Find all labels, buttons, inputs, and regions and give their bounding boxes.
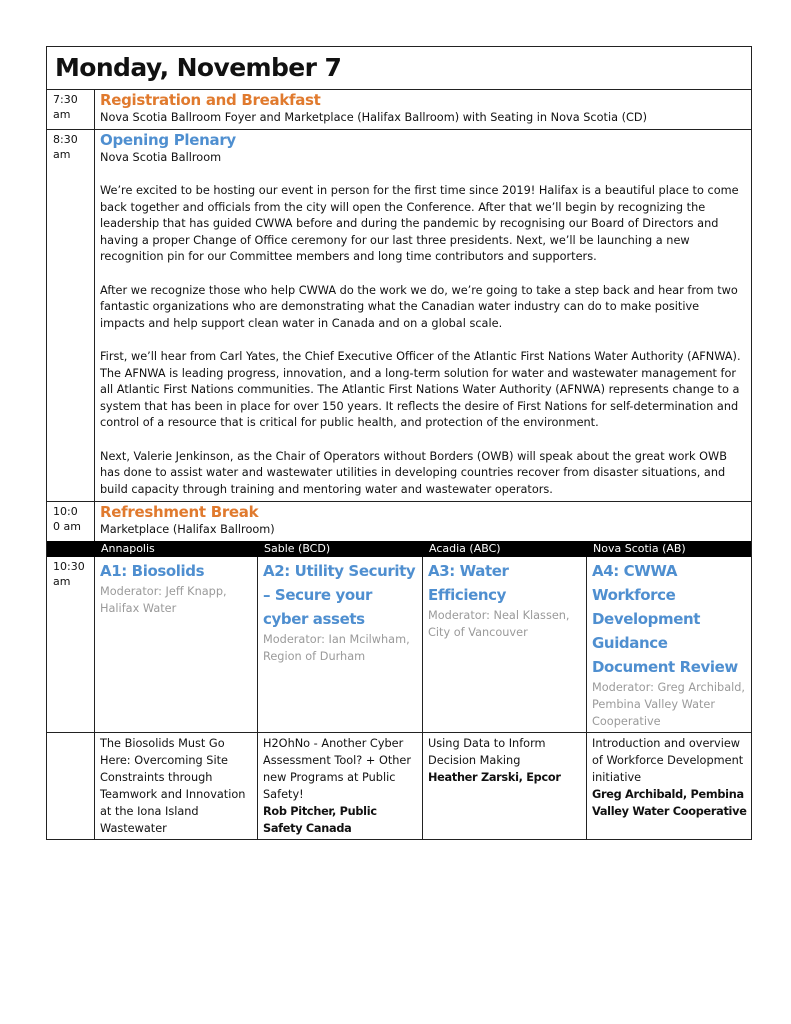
plenary-paragraph: First, we’ll hear from Carl Yates, the Chief Executive Officer of the Atlantic First Nations Water Authority (AFNWA). The AFNWA is leading progress, innovation, and a long-term solution for water and wastewater management for all Atlantic First Nations communities. The Atlantic First Nations Water Authority (AFNWA) represents change to a system that has been in place for over 150 years. It reflects the desire of First Nations for self-determination and control of a resource that is critical for public health, and protection of the environment. [100, 350, 741, 429]
break-body [95, 502, 751, 541]
plenary-paragraph: We’re excited to be hosting our event in person for the first time since 2019! Halifax is a beautiful place to come back together and officials from the city will open the Conference. After that we’ll begin by recognizing the leadership that has guided CWWA before and during the pandemic by recognising our Board of Directors and having a proper Change of Office ceremony for our last three presidents. Next, we’ll be launching a new recognition pin for our Committee members and long time contributors and supporters. [100, 184, 739, 263]
session-title: A3: Water Efficiency [428, 562, 509, 604]
talk-a4 [587, 733, 751, 839]
session-a2 [258, 557, 423, 732]
time-cell: 10:30 am [47, 557, 95, 732]
session-title: A4: CWWA Workforce Development Guidance Document Review [592, 562, 738, 676]
title-row [47, 47, 751, 90]
plenary-location: Nova Scotia Ballroom [100, 151, 222, 164]
talk-speaker: Rob Pitcher, Public Safety Canada [263, 805, 377, 835]
time-cell: 8:30 am [47, 130, 95, 501]
session-moderator: Moderator: Jeff Knapp, Halifax Water [100, 585, 227, 615]
room-header-bar [47, 541, 751, 557]
sessions-header-row [47, 557, 751, 733]
page-title: Monday, November 7 [55, 53, 342, 82]
talk-a1 [95, 733, 258, 839]
plenary-paragraph: Next, Valerie Jenkinson, as the Chair of Operators without Borders (OWB) will speak about the great work OWB has done to assist water and wastewater utilities in developing countries recover from disaster situations, and build capacity through training and mentoring water and wastewater operators. [100, 449, 727, 496]
session-a1 [95, 557, 258, 732]
registration-location: Nova Scotia Ballroom Foyer and Marketplace (Halifax Ballroom) with Seating in Nova Scotia (CD) [100, 111, 648, 124]
talk-title: Introduction and overview of Workforce Development initiative [592, 737, 744, 784]
time-cell-empty [47, 733, 95, 839]
plenary-row [47, 130, 751, 502]
registration-body [95, 90, 751, 129]
break-heading: Refreshment Break [100, 503, 259, 521]
plenary-heading: Opening Plenary [100, 131, 236, 149]
plenary-body [95, 130, 751, 501]
session-moderator: Moderator: Neal Klassen, City of Vancouver [428, 609, 570, 639]
talk-title: H2OhNo - Another Cyber Assessment Tool? + Other new Programs at Public Safety! [263, 737, 412, 801]
talk-title: The Biosolids Must Go Here: Overcoming Site Constraints through Teamwork and Innovation at the Iona Island Wastewater [100, 737, 246, 835]
talk-a2 [258, 733, 423, 839]
room-annapolis: Annapolis [101, 542, 155, 555]
schedule-table [46, 46, 752, 840]
talk-speaker: Heather Zarski, Epcor [428, 771, 561, 784]
room-sable: Sable (BCD) [264, 542, 331, 555]
room-acadia: Acadia (ABC) [429, 542, 501, 555]
talk-title: Using Data to Inform Decision Making [428, 737, 546, 767]
break-row [47, 502, 751, 541]
time-cell: 10:0 0 am [47, 502, 95, 541]
session-title: A1: Biosolids [100, 562, 205, 580]
plenary-paragraph: After we recognize those who help CWWA do the work we do, we’re going to take a step back and hear from two fantastic organizations who are demonstrating what the Canadian water industry can do to make positive impacts and help support clean water in Canada and on a global scale. [100, 283, 738, 330]
room-header-spacer [47, 541, 95, 557]
session-title: A2: Utility Security – Secure your cyber assets [263, 562, 416, 628]
time-cell: 7:30 am [47, 90, 95, 129]
talks-row [47, 733, 751, 839]
registration-row [47, 90, 751, 130]
talk-a3 [423, 733, 587, 839]
registration-heading: Registration and Breakfast [100, 91, 321, 109]
break-location: Marketplace (Halifax Ballroom) [100, 523, 275, 536]
room-nova-scotia: Nova Scotia (AB) [593, 542, 686, 555]
talk-speaker: Greg Archibald, Pembina Valley Water Cooperative [592, 788, 747, 818]
session-a3 [423, 557, 587, 732]
session-a4 [587, 557, 751, 732]
session-moderator: Moderator: Greg Archibald, Pembina Valley Water Cooperative [592, 681, 746, 728]
session-moderator: Moderator: Ian Mcilwham, Region of Durham [263, 633, 410, 663]
